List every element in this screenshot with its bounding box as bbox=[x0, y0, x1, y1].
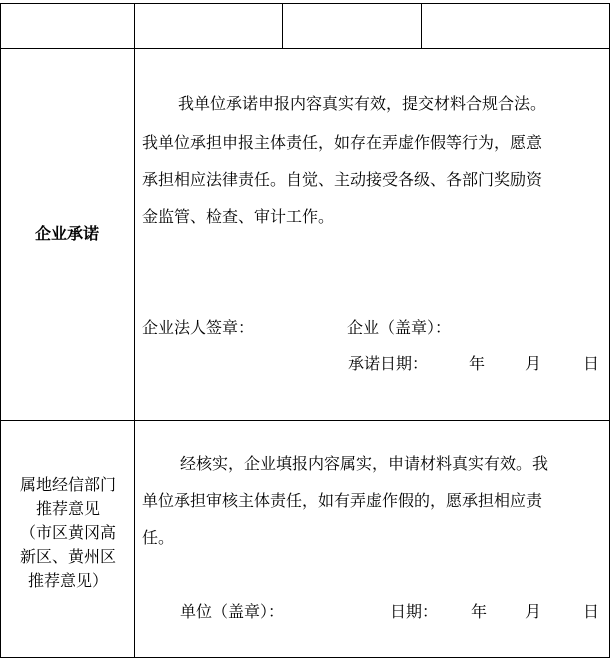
top-row-divider-b bbox=[421, 3, 422, 49]
promise-date-day: 日 bbox=[583, 354, 600, 373]
review-date-month: 月 bbox=[525, 602, 542, 621]
section2-label-line-3: （市区黄冈高 bbox=[19, 523, 116, 542]
legal-rep-signature-label: 企业法人签章： bbox=[142, 318, 255, 337]
promise-date-year: 年 bbox=[469, 354, 486, 373]
section2-label-line-1: 属地经信部门 bbox=[19, 475, 116, 494]
table-top-border bbox=[0, 3, 610, 4]
section1-paragraph-line-2: 我单位承担申报主体责任，如存在弄虚作假等行为，愿意 bbox=[142, 133, 543, 152]
section1-paragraph-line-1: 我单位承诺申报内容真实有效，提交材料合规合法。 bbox=[178, 94, 547, 113]
table-left-border bbox=[0, 3, 1, 658]
promise-date-label: 承诺日期： bbox=[348, 354, 429, 373]
section2-label-line-2: 推荐意见 bbox=[35, 499, 100, 518]
review-date-day: 日 bbox=[583, 602, 600, 621]
section2-label-line-4: 新区、黄州区 bbox=[19, 547, 116, 566]
section1-label: 企业承诺 bbox=[34, 224, 99, 243]
review-date-year: 年 bbox=[471, 602, 488, 621]
unit-seal-label: 单位（盖章）： bbox=[180, 602, 285, 621]
top-row-divider-a bbox=[282, 3, 283, 49]
section1-paragraph-line-4: 金监管、检查、审计工作。 bbox=[142, 207, 335, 226]
section2-paragraph-line-2: 单位承担审核主体责任，如有弄虚作假的，愿承担相应责 bbox=[142, 491, 543, 510]
section2-paragraph-line-1: 经核实，企业填报内容属实，申请材料真实有效。我 bbox=[180, 454, 549, 473]
section1-paragraph-line-3: 承担相应法律责任。自觉、主动接受各级、各部门奖励资 bbox=[142, 170, 543, 189]
section2-paragraph-line-3: 任。 bbox=[142, 528, 175, 547]
label-column-divider bbox=[134, 3, 135, 658]
row-divider-2 bbox=[0, 420, 610, 421]
review-date-label: 日期： bbox=[390, 602, 439, 621]
company-seal-label: 企业（盖章）： bbox=[347, 318, 452, 337]
section2-label bbox=[4, 473, 132, 593]
row-divider-1 bbox=[0, 48, 610, 49]
promise-date-month: 月 bbox=[525, 354, 542, 373]
table-bottom-border bbox=[0, 657, 610, 658]
section2-label-line-5: 推荐意见） bbox=[27, 571, 108, 590]
